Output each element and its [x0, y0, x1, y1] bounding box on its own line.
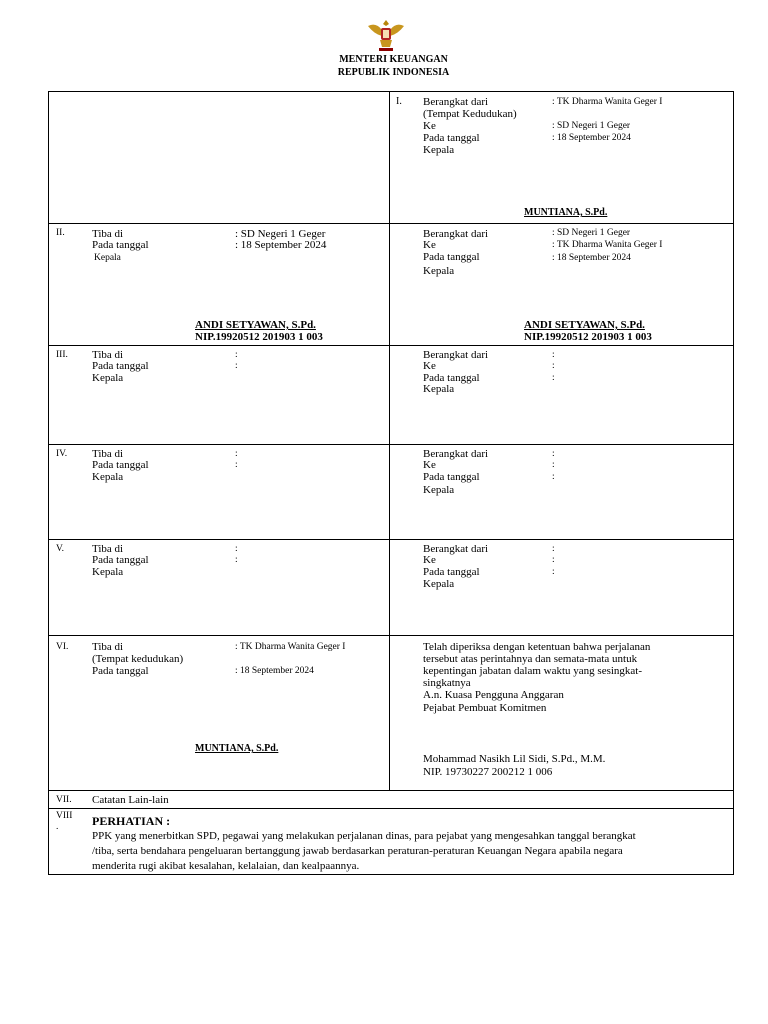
- colon: :: [552, 472, 555, 482]
- label-date: Pada tanggal: [423, 372, 480, 384]
- label-arrival: Tiba di: [92, 448, 124, 460]
- label-head: Kepala: [423, 144, 455, 156]
- label-date: Pada tanggal: [92, 360, 149, 372]
- header-line1: MENTERI KEUANGAN: [339, 54, 448, 65]
- colon: :: [235, 544, 238, 554]
- colon: :: [552, 350, 555, 360]
- label-date: Pada tanggal: [423, 471, 480, 483]
- notes-label: Catatan Lain-lain: [92, 794, 169, 806]
- notice-line-2: /tiba, serta bendahara pengeluaran bertanggung jawab berdasarkan peraturan-peraturan Keuangan Negara apabila negara: [92, 845, 623, 857]
- section-number: VII.: [56, 795, 72, 805]
- label-home-station: (Tempat kedudukan): [92, 653, 184, 665]
- section-number: II.: [56, 228, 65, 238]
- notice-line-3: menderita rugi akibat kesalahan, kelalaian, dan kealpaannya.: [92, 860, 360, 872]
- label-head: Kepala: [94, 253, 121, 263]
- label-arrival: Tiba di: [92, 228, 124, 240]
- colon: :: [235, 449, 238, 459]
- label-head: Kepala: [423, 484, 455, 496]
- signer-name: MUNTIANA, S.Pd.: [195, 743, 279, 754]
- officer-nip: NIP. 19730227 200212 1 006: [423, 766, 553, 778]
- label-departure-from: Berangkat dari: [423, 349, 489, 361]
- label-arrival: Tiba di: [92, 641, 124, 653]
- signer-name: ANDI SETYAWAN, S.Pd.: [195, 319, 316, 331]
- label-to: Ke: [423, 459, 436, 471]
- colon: :: [235, 555, 238, 565]
- label-to: Ke: [423, 360, 436, 372]
- official-title: Pejabat Pembuat Komitmen: [423, 702, 547, 714]
- label-departure-from: Berangkat dari: [423, 228, 489, 240]
- label-head: Kepala: [423, 578, 455, 590]
- label-home-station: (Tempat Kedudukan): [423, 108, 517, 120]
- label-date: Pada tanggal: [423, 132, 480, 144]
- label-date: Pada tanggal: [92, 459, 149, 471]
- signer-nip: NIP.19920512 201903 1 003: [195, 331, 323, 343]
- colon: :: [235, 460, 238, 470]
- section-number-dot: .: [56, 822, 59, 832]
- value-arrival: : SD Negeri 1 Geger: [235, 228, 326, 240]
- value-date: : 18 September 2024: [235, 239, 327, 251]
- authority-line: A.n. Kuasa Pengguna Anggaran: [423, 689, 564, 701]
- section-number: V.: [56, 544, 65, 554]
- verification-line-4: singkatnya: [423, 677, 471, 689]
- section-number: VI.: [56, 642, 69, 652]
- label-to: Ke: [423, 120, 436, 132]
- label-to: Ke: [423, 239, 436, 251]
- label-date: Pada tanggal: [423, 251, 480, 263]
- value-to: : TK Dharma Wanita Geger I: [552, 240, 663, 250]
- section-number: I.: [396, 96, 402, 107]
- colon: :: [235, 350, 238, 360]
- section-number: VIII: [56, 811, 73, 821]
- label-head: Kepala: [92, 471, 124, 483]
- signer-name: ANDI SETYAWAN, S.Pd.: [524, 319, 645, 331]
- verification-line-3: kepentingan jabatan dalam waktu yang sesingkat-: [423, 665, 643, 677]
- label-head: Kepala: [92, 566, 124, 578]
- colon: :: [552, 460, 555, 470]
- label-head: Kepala: [92, 372, 124, 384]
- colon: :: [552, 544, 555, 554]
- label-to: Ke: [423, 554, 436, 566]
- section-number: IV.: [56, 449, 68, 459]
- label-departure-from: Berangkat dari: [423, 448, 489, 460]
- signer-nip: NIP.19920512 201903 1 003: [524, 331, 652, 343]
- label-head: Kepala: [423, 383, 455, 395]
- label-date: Pada tanggal: [92, 239, 149, 251]
- colon: :: [235, 361, 238, 371]
- label-date: Pada tanggal: [92, 554, 149, 566]
- colon: :: [552, 555, 555, 565]
- label-date: Pada tanggal: [423, 566, 480, 578]
- colon: :: [552, 449, 555, 459]
- value-arrival: : TK Dharma Wanita Geger I: [235, 642, 346, 652]
- verification-line-2: tersebut atas perintahnya dan semata-mata untuk: [423, 653, 638, 665]
- value-date: : 18 September 2024: [552, 133, 631, 143]
- value-to: : SD Negeri 1 Geger: [552, 121, 631, 131]
- value-departure-from: : TK Dharma Wanita Geger I: [552, 97, 663, 107]
- value-date: : 18 September 2024: [235, 666, 314, 676]
- header-line2: REPUBLIK INDONESIA: [337, 67, 450, 78]
- label-date: Pada tanggal: [92, 665, 149, 677]
- label-head: Kepala: [423, 265, 455, 277]
- signer-name: MUNTIANA, S.Pd.: [524, 207, 608, 218]
- value-departure-from: : SD Negeri 1 Geger: [552, 228, 631, 238]
- label-arrival: Tiba di: [92, 349, 124, 361]
- notice-title: PERHATIAN :: [92, 814, 171, 828]
- officer-name: Mohammad Nasikh Lil Sidi, S.Pd., M.M.: [423, 753, 606, 765]
- colon: :: [552, 373, 555, 383]
- garuda-emblem: [366, 14, 406, 54]
- notice-line-1: PPK yang menerbitkan SPD, pegawai yang melakukan perjalanan dinas, para pejabat yang mengesahkan tanggal berangkat: [92, 830, 636, 842]
- label-arrival: Tiba di: [92, 543, 124, 555]
- value-date: : 18 September 2024: [552, 253, 631, 263]
- verification-line-1: Telah diperiksa dengan ketentuan bahwa perjalanan: [423, 641, 651, 653]
- label-departure-from: Berangkat dari: [423, 96, 489, 108]
- colon: :: [552, 567, 555, 577]
- colon: :: [552, 361, 555, 371]
- label-departure-from: Berangkat dari: [423, 543, 489, 555]
- section-number: III.: [56, 350, 68, 360]
